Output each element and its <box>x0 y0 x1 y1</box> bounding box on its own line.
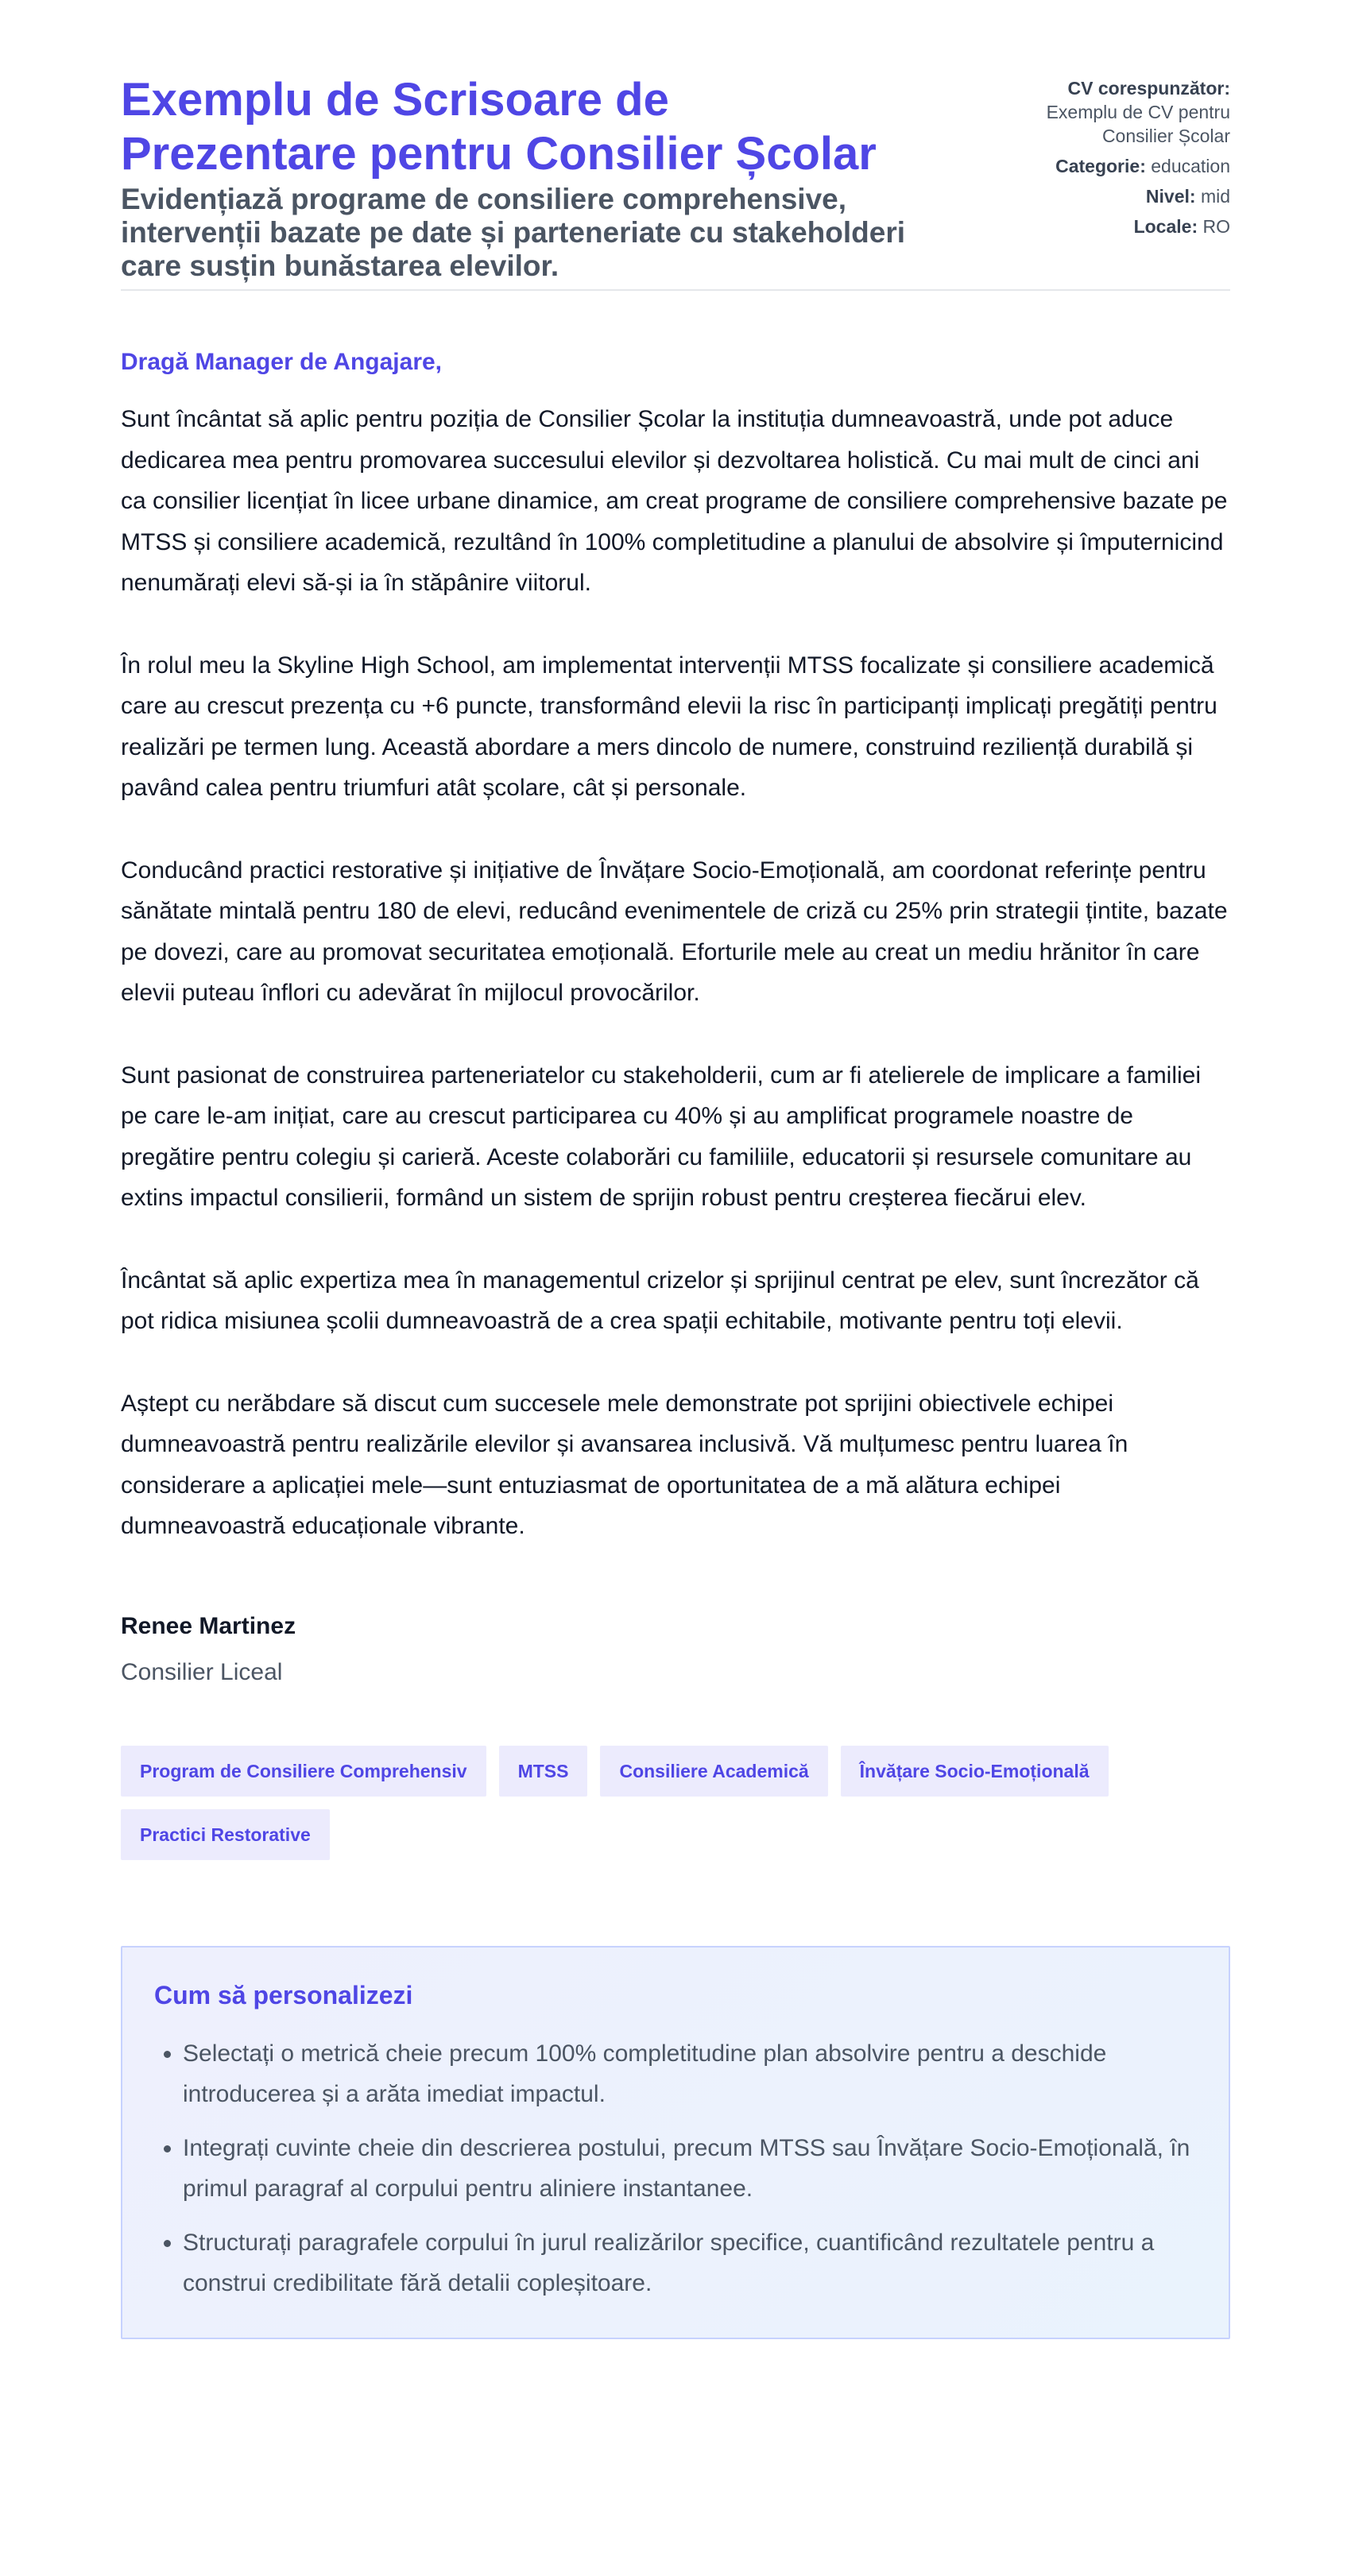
meta-level-label: Nivel: <box>1145 186 1196 207</box>
customization-tips-box <box>121 1946 1230 2339</box>
page-subtitle: Evidențiază programe de consiliere comprehensive, intervenții bazate pe date și parteneriate cu stakeholderi care susțin bunăstarea elevilor. <box>121 183 906 282</box>
signature-role: Consilier Liceal <box>121 1658 283 1685</box>
meta-cv-value: Exemplu de CV pentru Consilier Școlar <box>1046 102 1230 146</box>
letter-paragraph: Sunt pasionat de construirea parteneriatelor cu stakeholderii, cum ar fi atelierele de implicare a familiei pe care le-am inițiat, care au crescut participarea cu 40% și au amplificat programele noastre de pregătire pentru colegiu și carieră. Aceste colaborări cu familiile, educatorii și resursele comunitare au extins impactul consilierii, formând un sistem de sprijin robust pentru creșterea fiecărui elev. <box>121 1062 1202 1211</box>
keyword-tag: Învățare Socio-Emoțională <box>841 1746 1109 1797</box>
letter-paragraph: Aștept cu nerăbdare să discut cum succesele mele demonstrate pot sprijini obiectivele echipei dumneavoastră pentru realizările elevilor și avansarea inclusivă. Vă mulțumesc pentru luarea în considerare a aplicației mele—sunt entuziasmat de oportunitatea de a mă alătura echipei dumneavoastră educaționale vibrante. <box>121 1390 1128 1539</box>
meta-locale-value: RO <box>1202 216 1230 237</box>
signature-block <box>121 1611 1230 1688</box>
meta-level-value: mid <box>1200 186 1230 207</box>
meta-panel <box>1000 73 1230 245</box>
tip-item: • Integrați cuvinte cheie din descrierea postului, precum MTSS sau Învățare Socio-Emoțională, în primul paragraf al corpului pentru aliniere instantanee. <box>183 2128 1197 2210</box>
title-block <box>121 73 916 283</box>
letter-paragraphs <box>121 399 1230 1547</box>
keyword-tag: Practici Restorative <box>121 1809 330 1860</box>
page-title: Exemplu de Scrisoare de Prezentare pentru Consilier Școlar <box>121 74 877 180</box>
meta-cv-label: CV corespunzător: <box>1067 78 1230 99</box>
letter-paragraph: Sunt încântat să aplic pentru poziția de Consilier Școlar la instituția dumneavoastră, unde pot aduce dedicarea mea pentru promovarea succesului elevilor și dezvoltarea holistică. Cu mai mult de cinci ani ca consilier licențiat în licee urbane dinamice, am creat programe de consiliere comprehensive bazate pe MTSS și consiliere academică, rezultând în 100% completitudine a planului de absolvire și împuternicind nenumărați elevi să-și ia în stăpânire viitorul. <box>121 406 1228 596</box>
keyword-tags <box>121 1746 1230 1860</box>
keyword-tag: MTSS <box>499 1746 588 1797</box>
tips-title: Cum să personalizezi <box>154 1980 413 2009</box>
signature-name: Renee Martinez <box>121 1612 296 1639</box>
meta-category-label: Categorie: <box>1055 156 1146 176</box>
meta-category <box>1000 154 1230 178</box>
letter-paragraph: Încântat să aplic expertiza mea în managementul crizelor și sprijinul centrat pe elev, sunt încrezător că pot ridica misiunea școlii dumneavoastră de a crea spații echitabile, motivante pentru toți elevii. <box>121 1267 1199 1334</box>
document-header <box>121 0 1230 291</box>
tips-list <box>154 2033 1197 2304</box>
meta-cv <box>1000 76 1230 148</box>
meta-level <box>1000 184 1230 208</box>
meta-locale <box>1000 215 1230 238</box>
keyword-tag: Consiliere Academică <box>600 1746 827 1797</box>
letter-paragraph: Conducând practici restorative și inițiative de Învățare Socio-Emoțională, am coordonat referințe pentru sănătate mintală pentru 180 de elevi, reducând evenimentele de criză cu 25% prin strategii țintite, bazate pe dovezi, care au promovat securitatea emoțională. Eforturile mele au creat un mediu hrănitor în care elevii puteau înflori cu adevărat în mijlocul provocărilor. <box>121 857 1228 1006</box>
keyword-tag: Program de Consiliere Comprehensiv <box>121 1746 486 1797</box>
tip-item: • Selectați o metrică cheie precum 100% completitudine plan absolvire pentru a deschide introducerea și a arăta imediat impactul. <box>183 2033 1197 2115</box>
letter-paragraph: În rolul meu la Skyline High School, am implementat intervenții MTSS focalizate și consiliere academică care au crescut prezența cu +6 puncte, transformând elevii la risc în participanți implicați pregătiți pentru realizări pe termen lung. Această abordare a mers dincolo de numere, construind reziliență durabilă și pavând calea pentru triumfuri atât școlare, cât și personale. <box>121 652 1217 801</box>
tip-item: • Structurați paragrafele corpului în jurul realizărilor specifice, cuantificând rezultatele pentru a construi credibilitate fără detalii copleșitoare. <box>183 2222 1197 2304</box>
greeting: Dragă Manager de Angajare, <box>121 349 443 375</box>
letter-body <box>121 346 1230 1547</box>
meta-locale-label: Locale: <box>1133 216 1198 237</box>
meta-category-value: education <box>1151 156 1230 176</box>
